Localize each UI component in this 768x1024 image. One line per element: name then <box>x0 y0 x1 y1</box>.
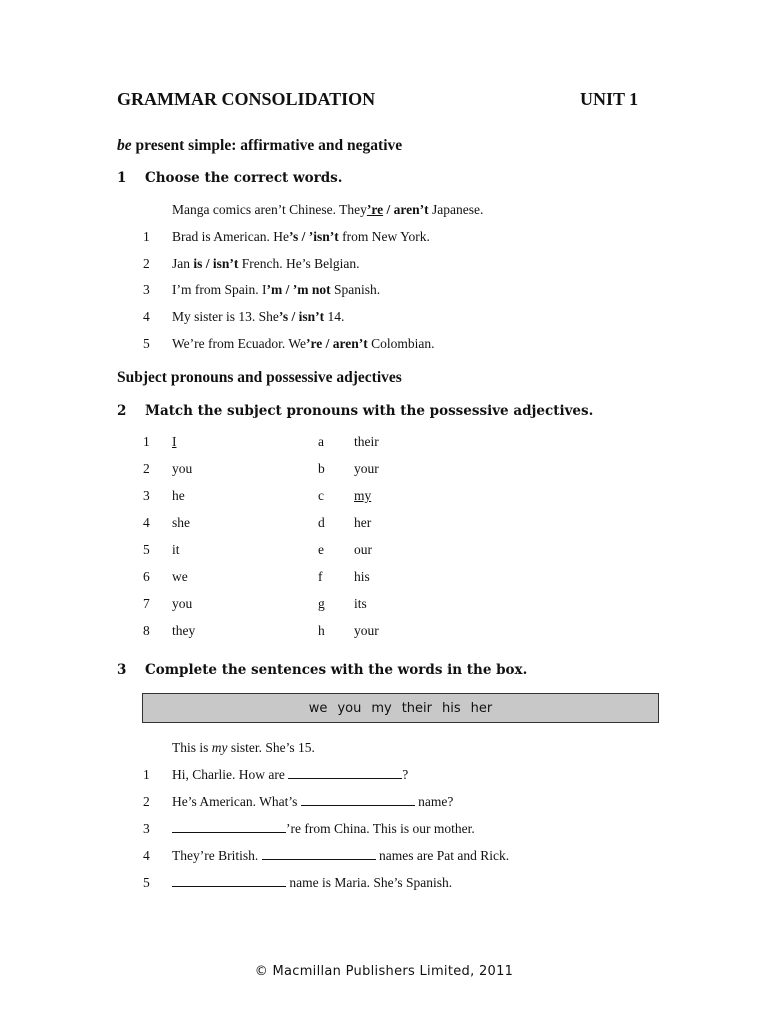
example-pre: This is <box>172 740 212 755</box>
box-word: you <box>337 700 362 716</box>
gap-fill-sentence <box>172 821 475 837</box>
answer-blank <box>301 794 415 806</box>
example-sentence <box>172 202 483 218</box>
choice-options: ’re / aren’t <box>306 336 368 351</box>
sentence-pre: We’re from Ecuador. We <box>172 336 307 351</box>
possessive-adjective: your <box>354 623 379 638</box>
option-letter: a <box>318 434 324 449</box>
option-letter: g <box>318 596 325 611</box>
item-number: 2 <box>143 256 150 271</box>
item-number: 3 <box>143 282 150 297</box>
example-option: aren’t <box>393 202 429 217</box>
possessive-adjective: my <box>354 488 372 503</box>
item-number: 4 <box>143 309 150 324</box>
choice-sentence <box>172 336 435 352</box>
exercise-instruction: Choose the correct words. <box>145 170 343 186</box>
subject-pronoun: I <box>172 434 177 449</box>
sentence-post: name is Maria. She’s Spanish. <box>286 875 453 890</box>
box-word: their <box>401 700 432 716</box>
choice-options: ’s / ’isn’t <box>288 229 339 244</box>
choice-sentence <box>172 256 360 272</box>
possessive-adjective: her <box>354 515 372 530</box>
exercise-instruction: Complete the sentences with the words in the box. <box>145 662 528 678</box>
item-number: 2 <box>143 794 150 809</box>
item-number: 5 <box>143 336 150 351</box>
item-number: 5 <box>143 542 150 557</box>
subject-pronoun: you <box>172 596 193 611</box>
box-word: we <box>308 700 328 716</box>
example-sep: / <box>383 202 394 217</box>
exercise-number: 3 <box>117 662 127 678</box>
answer-blank <box>262 848 376 860</box>
possessive-adjective: its <box>354 596 367 611</box>
item-number: 2 <box>143 461 150 476</box>
choice-sentence <box>172 229 430 245</box>
page-title: GRAMMAR CONSOLIDATION <box>117 89 376 109</box>
option-letter: e <box>318 542 324 557</box>
sentence-pre: Jan <box>172 256 194 271</box>
possessive-adjective: their <box>354 434 379 449</box>
item-number: 3 <box>143 821 150 836</box>
box-word: his <box>441 700 461 716</box>
sentence-pre: Brad is American. He <box>172 229 289 244</box>
example-answer: my <box>211 740 228 755</box>
item-number: 1 <box>143 229 150 244</box>
sentence-post: ? <box>402 767 409 782</box>
heading-italic-word: be <box>117 137 132 154</box>
sentence-pre: Hi, Charlie. How are <box>172 767 289 782</box>
possessive-adjective: his <box>354 569 370 584</box>
choice-sentence <box>172 282 380 298</box>
answer-blank <box>172 821 286 833</box>
sentence-pre: He’s American. What’s <box>172 794 301 809</box>
item-number: 3 <box>143 488 150 503</box>
item-number: 5 <box>143 875 150 890</box>
exercise-number: 2 <box>117 403 127 419</box>
heading-rest: present simple: affirmative and negative <box>135 137 403 154</box>
exercise-instruction: Match the subject pronouns with the possessive adjectives. <box>145 403 594 419</box>
answer-blank <box>172 875 286 887</box>
sentence-post: 14. <box>324 309 345 324</box>
exercise-number: 1 <box>117 170 127 186</box>
example-post: sister. She’s 15. <box>227 740 315 755</box>
section-heading-pronouns: Subject pronouns and possessive adjectives <box>117 369 402 386</box>
option-letter: b <box>318 461 325 476</box>
gap-fill-sentence <box>172 875 452 891</box>
sentence-post: French. He’s Belgian. <box>238 256 360 271</box>
example-post: Japanese. <box>428 202 484 217</box>
subject-pronoun: they <box>172 623 196 638</box>
sentence-pre: My sister is 13. She <box>172 309 279 324</box>
option-letter: f <box>318 569 323 584</box>
subject-pronoun: she <box>172 515 190 530</box>
subject-pronoun: he <box>172 488 185 503</box>
gap-fill-sentence <box>172 794 453 810</box>
sentence-post: Colombian. <box>367 336 435 351</box>
box-word: my <box>371 700 392 716</box>
choice-options: is / isn’t <box>193 256 239 271</box>
unit-label: UNIT 1 <box>580 89 639 109</box>
copyright-footer: © Macmillan Publishers Limited, 2011 <box>254 964 514 979</box>
option-letter: c <box>318 488 324 503</box>
option-letter: h <box>318 623 325 638</box>
choice-options: ’s / isn’t <box>278 309 325 324</box>
item-number: 1 <box>143 434 150 449</box>
sentence-post: Spanish. <box>330 282 381 297</box>
choice-options: ’m / ’m not <box>266 282 331 297</box>
item-number: 6 <box>143 569 150 584</box>
sentence-post: ’re from China. This is our mother. <box>286 821 475 836</box>
sentence-pre: They’re British. <box>172 848 262 863</box>
possessive-adjective: your <box>354 461 379 476</box>
gap-fill-sentence <box>172 848 509 864</box>
answer-blank <box>288 767 402 779</box>
sentence-post: names are Pat and Rick. <box>375 848 510 863</box>
possessive-adjective: our <box>354 542 372 557</box>
subject-pronoun: it <box>172 542 180 557</box>
subject-pronoun: you <box>172 461 193 476</box>
example-pre: Manga comics aren’t Chinese. They <box>172 202 367 217</box>
choice-sentence <box>172 309 344 325</box>
item-number: 1 <box>143 767 150 782</box>
item-number: 4 <box>143 515 150 530</box>
example-answer-underlined: ’re <box>366 202 384 217</box>
sentence-post: name? <box>414 794 454 809</box>
option-letter: d <box>318 515 325 530</box>
gap-fill-sentence <box>172 767 408 783</box>
item-number: 4 <box>143 848 150 863</box>
item-number: 8 <box>143 623 150 638</box>
word-box <box>142 693 659 723</box>
box-word: her <box>470 700 493 716</box>
example-sentence <box>172 740 315 756</box>
item-number: 7 <box>143 596 150 611</box>
sentence-post: from New York. <box>338 229 430 244</box>
section-heading-be <box>117 137 402 155</box>
subject-pronoun: we <box>172 569 188 584</box>
sentence-pre: I’m from Spain. I <box>172 282 267 297</box>
